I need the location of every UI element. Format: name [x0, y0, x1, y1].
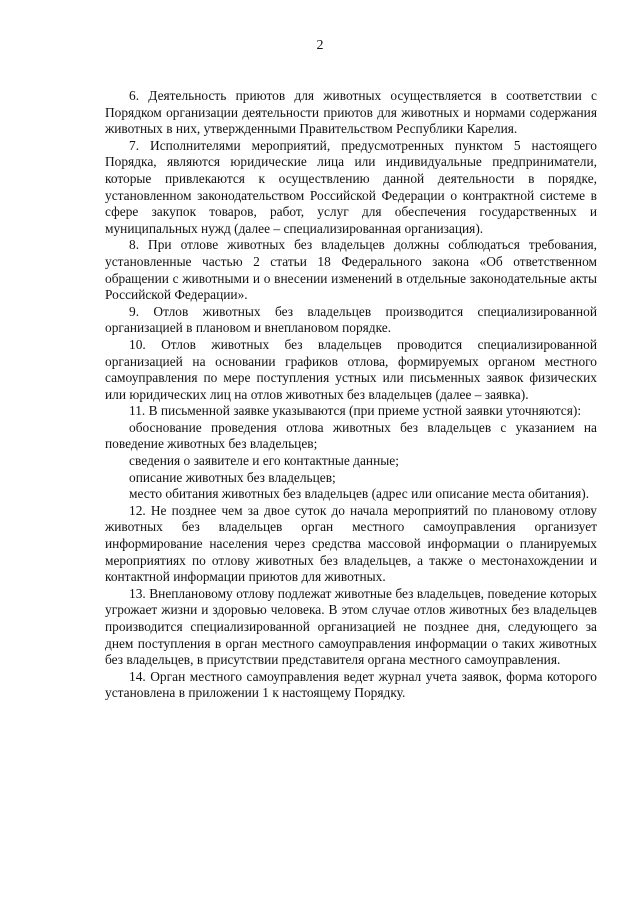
paragraph-14: 14. Орган местного самоуправления ведет журнал учета заявок, форма которого установлена в приложении 1 к настоящему Порядку. [105, 668, 597, 701]
paragraph-7: 7. Исполнителями мероприятий, предусмотренных пунктом 5 настоящего Порядка, являются юридические лица или индивидуальные предприниматели, которые привлекаются к осуществлению данной деятельности в порядке, установленном законодательством Российской Федерации о контрактной системе в сфере закупок товаров, работ, услуг для обеспечения государственных и муниципальных нужд (далее – специализированная организация). [105, 137, 597, 236]
list-item: описание животных без владельцев; [129, 469, 336, 485]
list-item: место обитания животных без владельцев (адрес или описание места обитания). [129, 486, 590, 502]
page-number: 2 [316, 38, 324, 53]
document-body [105, 88, 597, 702]
list-item: обоснование проведения отлова животных без владельцев с указанием на поведение животных без владельцев; [105, 419, 597, 452]
paragraph-10: 10. Отлов животных без владельцев проводится специализированной организацией на основании графиков отлова, формируемых органом местного самоуправления по мере поступления устных или письменных заявок физических или юридических лиц на отлов животных без владельцев (далее – заявка). [105, 336, 597, 402]
paragraph-13: 13. Внеплановому отлову подлежат животные без владельцев, поведение которых угрожает жизни и здоровью человека. В этом случае отлов животных без владельцев производится специализированной организацией не позднее дня, следующего за днем поступления в орган местного самоуправления информации о таких животных без владельцев, в присутствии представителя органа местного самоуправления. [105, 585, 597, 668]
paragraph-9: 9. Отлов животных без владельцев производится специализированной организацией в плановом и внеплановом порядке. [105, 303, 597, 336]
paragraph-11: 11. В письменной заявке указываются (при приеме устной заявки уточняются): [129, 403, 582, 419]
paragraph-8: 8. При отлове животных без владельцев должны соблюдаться требования, установленные частью 2 статьи 18 Федерального закона «Об ответственном обращении с животными и о внесении изменений в отдельные законодательные акты Российской Федерации». [105, 237, 597, 303]
paragraph-6: 6. Деятельность приютов для животных осуществляется в соответствии с Порядком организации деятельности приютов для животных и нормами содержания животных в них, утвержденными Правительством Республики Карелия. [105, 88, 597, 137]
paragraph-12: 12. Не позднее чем за двое суток до начала мероприятий по плановому отлову животных без владельцев орган местного самоуправления организует информирование населения через средства массовой информации о планируемых мероприятиях по отлову животных без владельцев, а также о местонахождении и контактной информации приютов для животных. [105, 502, 597, 585]
list-item: сведения о заявителе и его контактные данные; [129, 453, 399, 469]
